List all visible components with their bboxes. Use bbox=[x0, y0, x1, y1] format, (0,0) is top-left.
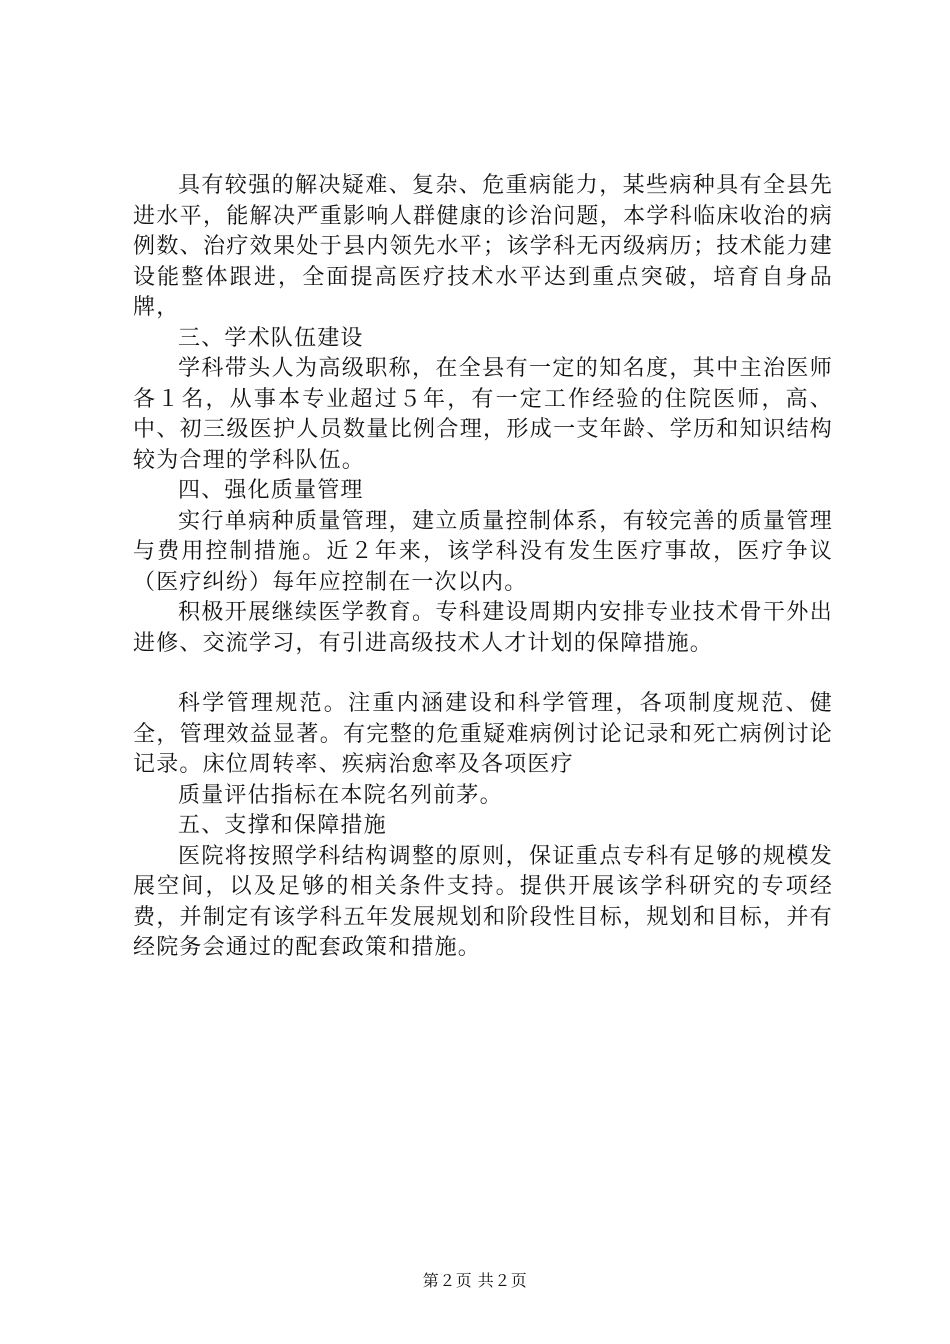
paragraph-quality-control: 实行单病种质量管理，建立质量控制体系，有较完善的质量管理与费用控制措施。近２年来，该学科没有发生医疗事故，医疗争议（医疗纠纷）每年应控制在一次以内。 bbox=[133, 508, 833, 595]
section-heading-quality-management: 四、强化质量管理 bbox=[178, 478, 364, 503]
paragraph-management-norms: 科学管理规范。注重内涵建设和科学管理，各项制度规范、健全，管理效益显著。有完整的危重疑难病例讨论记录和死亡病例讨论记录。床位周转率、疾病治愈率及各项医疗 bbox=[133, 691, 833, 777]
paragraph-support-measures: 医院将按照学科结构调整的原则，保证重点专科有足够的规模发展空间，以及足够的相关条件支持。提供开展该学科研究的专项经费，并制定有该学科五年发展规划和阶段性目标，规划和目标，并有经院务会通过的配套政策和措施。 bbox=[133, 843, 833, 960]
document-body bbox=[133, 171, 833, 964]
section-heading-academic-team: 三、学术队伍建设 bbox=[178, 325, 364, 351]
paragraph-capability: 具有较强的解决疑难、复杂、危重病能力，某些病种具有全县先进水平，能解决严重影响人群健康的诊治问题，本学科临床收治的病例数、治疗效果处于县内领先水平；该学科无丙级病历；技术能力建设能整体跟进，全面提高医疗技术水平达到重点突破，培育自身品牌， bbox=[133, 173, 833, 320]
paragraph-quality-evaluation: 质量评估指标在本院名列前茅。 bbox=[178, 782, 503, 808]
paragraph-academic-team: 学科带头人为高级职称，在全县有一定的知名度，其中主治医师各１名，从事本专业超过５年，有一定工作经验的住院医师，高、中、初三级医护人员数量比例合理，形成一支年龄、学历和知识结构较为合理的学科队伍。 bbox=[133, 356, 833, 473]
page-footer: 第２页 共２页 bbox=[422, 1271, 528, 1290]
paragraph-continuing-education: 积极开展继续医学教育。专科建设周期内安排专业技术骨干外出进修、交流学习，有引进高级技术人才计划的保障措施。 bbox=[133, 600, 833, 656]
section-heading-support-measures: 五、支撑和保障措施 bbox=[178, 813, 387, 838]
